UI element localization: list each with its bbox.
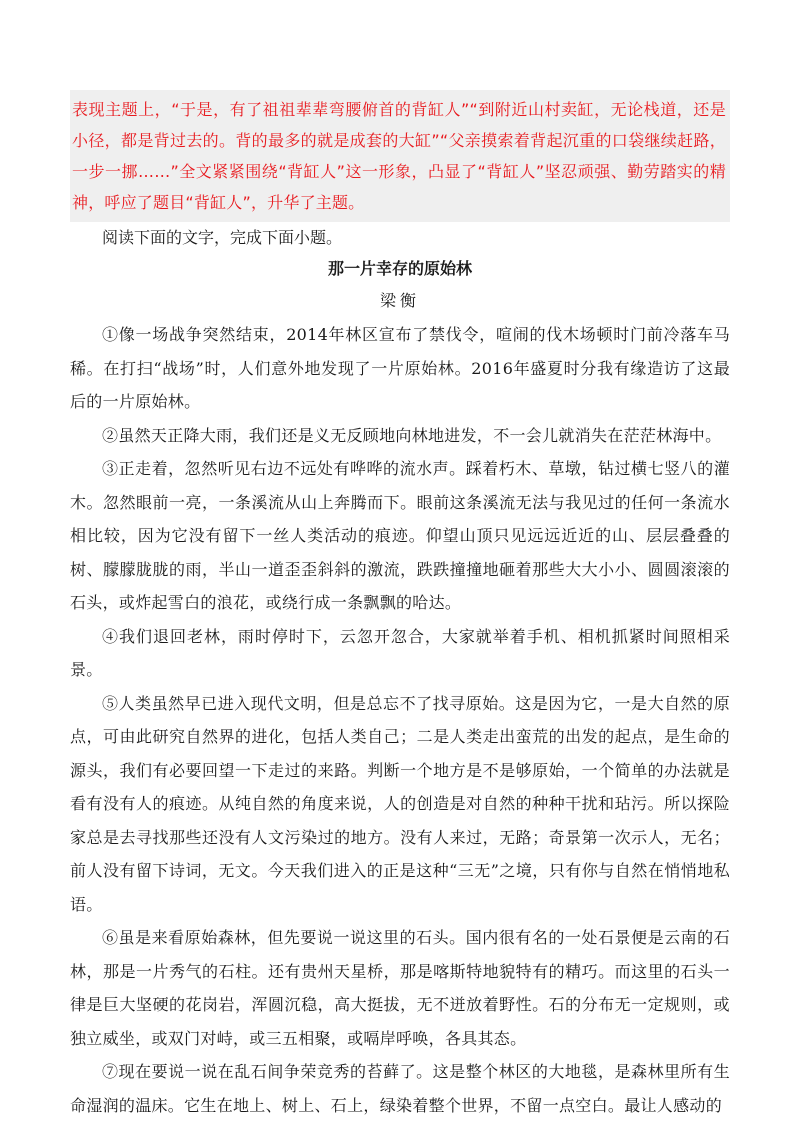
article-title: 那一片幸存的原始林	[327, 259, 472, 278]
answer-text: 表现主题上，“于是，有了祖祖辈辈弯腰俯首的背缸人”“到附近山村卖缸，无论栈道，还是小径，都是背过去的。背的最多的就是成套的大缸”“父亲摸索着背起沉重的口袋继续赶路，一步一挪……”全文紧紧围绕“背缸人”这一形象，凸显了“背缸人”坚忍顽强、勤劳踏实的精神，呼应了题目“背缸人”，升华了主题。	[72, 100, 726, 212]
paragraph-1: ①像一场战争突然结束，2014年林区宣布了禁伐令，喧闹的伐木场顿时门前冷落车马稀。在打扫“战场”时，人们意外地发现了一片原始林。2016年盛夏时分我有缘造访了这最后的一片原始林。	[70, 325, 730, 411]
paragraph-7: ⑦现在要说一说在乱石间争荣竞秀的苔藓了。这是整个林区的大地毯，是森林里所有生命湿润的温床。它生在地上、树上、石上，绿染着整个世界，不留一点空白。最让人感动的	[70, 1062, 730, 1115]
article-body	[70, 318, 730, 1122]
paragraph-6: ⑥虽是来看原始森林，但先要说一说这里的石头。国内很有名的一处石景便是云南的石林，那是一片秀气的石柱。还有贵州天星桥，那是喀斯特地貌特有的精巧。而这里的石头一律是巨大坚硬的花岗岩，浑圆沉稳，高大挺拔，无不迸放着野性。石的分布无一定规则，或独立威坐，或双门对峙，或三五相聚，或嗝岸呼唤，各具其态。	[70, 928, 730, 1048]
answer-highlight-box	[70, 90, 730, 222]
paragraph-5: ⑤人类虽然早已进入现代文明，但是总忘不了找寻原始。这是因为它，一是大自然的原点，可由此研究自然界的进化，包括人类自己；二是人类走出蛮荒的出发的起点，是生命的源头，我们有必要回望一下走过的来路。判断一个地方是不是够原始，一个简单的办法就是看有没有人的痕迹。从纯自然的角度来说，人的创造是对自然的种种干扰和玷污。所以探险家总是去寻找那些还没有人文污染过的地方。没有人来过，无路；奇景第一次示人，无名；前人没有留下诗词，无文。今天我们进入的正是这种“三无”之境，只有你与自然在悄悄地私语。	[70, 693, 730, 914]
paragraph-4: ④我们退回老林，雨时停时下，云忽开忽合，大家就举着手机、相机抓紧时间照相采景。	[70, 626, 730, 679]
paragraph-3: ③正走着，忽然听见右边不远处有哗哗的流水声。踩着朽木、草墩，钻过横七竖八的灌木。忽然眼前一亮，一条溪流从山上奔腾而下。眼前这条溪流无法与我见过的任何一条流水相比较，因为它没有留下一丝人类活动的痕迹。仰望山顶只见远远近近的山、层层叠叠的树、朦朦胧胧的雨，半山一道歪歪斜斜的激流，跌跌撞撞地砸着那些大大小小、圆圆滚滚的石头，或炸起雪白的浪花，或绕行成一条飘飘的哈达。	[70, 459, 730, 612]
reading-instruction: 阅读下面的文字，完成下面小题。	[102, 228, 343, 247]
paragraph-2: ②虽然天正降大雨，我们还是义无反顾地向林地进发，不一会儿就消失在茫茫林海中。	[102, 425, 722, 445]
article-author: 梁衡	[379, 291, 420, 310]
